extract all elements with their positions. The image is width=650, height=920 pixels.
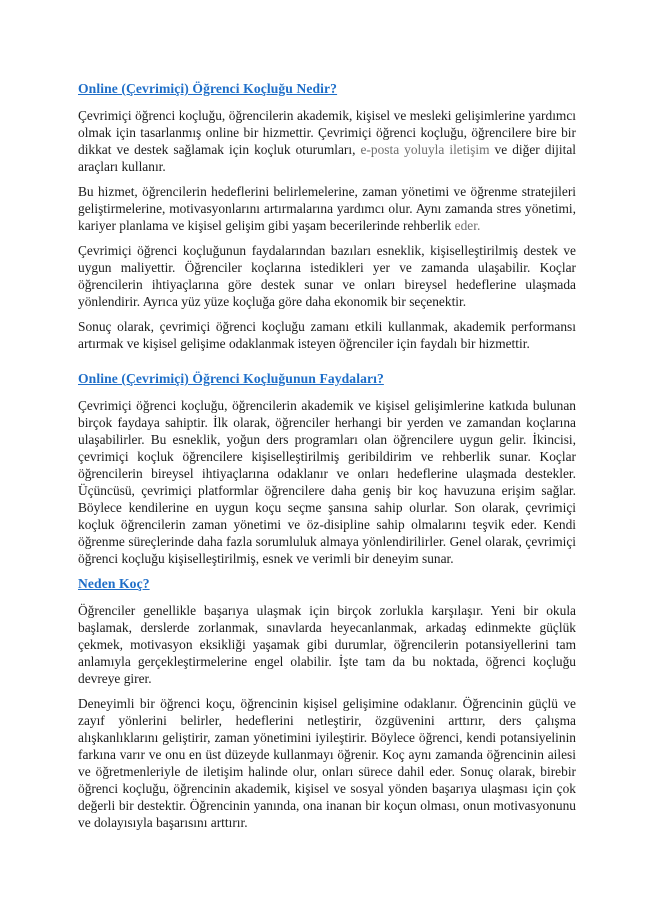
section-heading-benefits[interactable]: Online (Çevrimiçi) Öğrenci Koçluğunun Faydaları? — [78, 371, 384, 386]
text-run: e-posta yoluyla iletişim — [360, 142, 490, 157]
paragraph — [78, 242, 576, 310]
text-run: Deneyimli bir öğrenci koçu, öğrencinin kişisel gelişimine odaklanır. Öğrencinin güçlü ve zayıf yönlerini belirler, hedeflerini netleştirir, özgüvenini arttırır, ders çalışma alışkanlıklarını geliştirir, zaman yönetimini iyileştirir. Böylece öğrenci, kendi potansiyelinin farkına varır ve onu en üst düzeyde kullanmayı öğrenir. Koç aynı zamanda öğrencinin ailesi ve öğretmenleriyle de iletişim halinde olur, onları sürece dahil eder. Sonuç olarak, birebir öğrenci koçluğu, öğrencinin akademik, kişisel ve sosyal yönden başarıya ulaşması için çok değerli bir destektir. Öğrencinin yanında, ona inanan bir koçun olması, onun motivasyonunu ve dolayısıyla başarısını arttırır. — [78, 696, 576, 830]
text-run: eder. — [454, 218, 481, 233]
paragraph — [78, 602, 576, 687]
paragraph — [78, 318, 576, 352]
text-run: ve diğer dijital araçları kullanır. — [78, 142, 577, 174]
section-benefits — [78, 370, 576, 567]
paragraph — [78, 183, 576, 234]
paragraph — [78, 695, 576, 831]
text-run: Bu hizmet, öğrencilerin hedeflerini belirlemelerine, zaman yönetimi ve öğrenme stratejileri geliştirmelerine, motivasyonlarını artırmalarına yardımcı olur. Aynı zamanda stres yönetimi, kariyer planlama ve kişisel gelişim gibi yaşam becerilerinde rehberlik — [78, 184, 576, 233]
section-heading-why-coach[interactable]: Neden Koç? — [78, 576, 150, 591]
paragraph — [78, 107, 576, 175]
text-run: Çevrimiçi öğrenci koçluğunun faydalarından bazıları esneklik, kişiselleştirilmiş destek ve uygun maliyettir. Öğrenciler koçlarına istedikleri yer ve zamanda ulaşabilir. Koçlar öğrencilerin ihtiyaçlarına göre destek sunar ve onları bireysel hedeflerine ulaşmada yönlendirir. Ayrıca yüz yüze koçluğa göre daha ekonomik bir seçenektir. — [78, 243, 576, 309]
section-why-coach — [78, 575, 576, 831]
text-run: Çevrimiçi öğrenci koçluğu, öğrencilerin akademik ve kişisel gelişimlerine katkıda bulunan birçok faydaya sahiptir. İlk olarak, öğrenciler herhangi bir yerden ve zamandan koçlarına ulaşabilirler. Bu esneklik, yoğun ders programları olan öğrencilere uygun gelir. İkincisi, çevrimiçi koçluk öğrencilere kişiselleştirilmiş geribildirim ve rehberlik sunar. Koçlar öğrencilerin bireysel ihtiyaçlarına odaklanır ve onları hedeflerine ulaşmada destekler. Üçüncüsü, çevrimiçi platformlar öğrencilere daha geniş bir koç havuzuna erişim sağlar. Böylece kendilerine en uygun koçu seçme şansına sahip olurlar. Son olarak, çevrimiçi koçluk öğrencilerin zaman yönetimi ve öz-disipline sahip olmalarını teşvik eder. Kendi öğrenme süreçlerinde daha fazla sorumluluk almaya yönlendirilirler. Genel olarak, çevrimiçi öğrenci koçluğu kişiselleştirilmiş, esnek ve verimli bir deneyim sunar. — [78, 398, 576, 566]
text-run: Öğrenciler genellikle başarıya ulaşmak için birçok zorlukla karşılaşır. Yeni bir okula başlamak, derslerde zorlanmak, sınavlarda heyecanlanmak, arkadaş edinmekte güçlük çekmek, motivasyon eksikliği yaşamak gibi durumlar, öğrencilerin potansiyellerini tam anlamıyla gerçekleştirmelerine engel olabilir. İşte tam da bu noktada, öğrenci koçluğu devreye girer. — [78, 603, 576, 686]
text-run: Çevrimiçi öğrenci koçluğu, öğrencilerin akademik, kişisel ve mesleki gelişimlerine yardımcı olmak için tasarlanmış online bir hizmettir. Çevrimiçi öğrenci koçluğu, öğrencilere bire bir dikkat ve destek sağlamak için koçluk oturumları, — [78, 108, 576, 157]
section-what-is — [78, 80, 576, 352]
text-run: Sonuç olarak, çevrimiçi öğrenci koçluğu zamanı etkili kullanmak, akademik performansı artırmak ve kişisel gelişime odaklanmak isteyen öğrenciler için faydalı bir hizmettir. — [78, 319, 576, 351]
section-heading-what-is[interactable]: Online (Çevrimiçi) Öğrenci Koçluğu Nedir? — [78, 81, 338, 96]
document-body — [78, 80, 576, 831]
paragraph — [78, 397, 576, 567]
